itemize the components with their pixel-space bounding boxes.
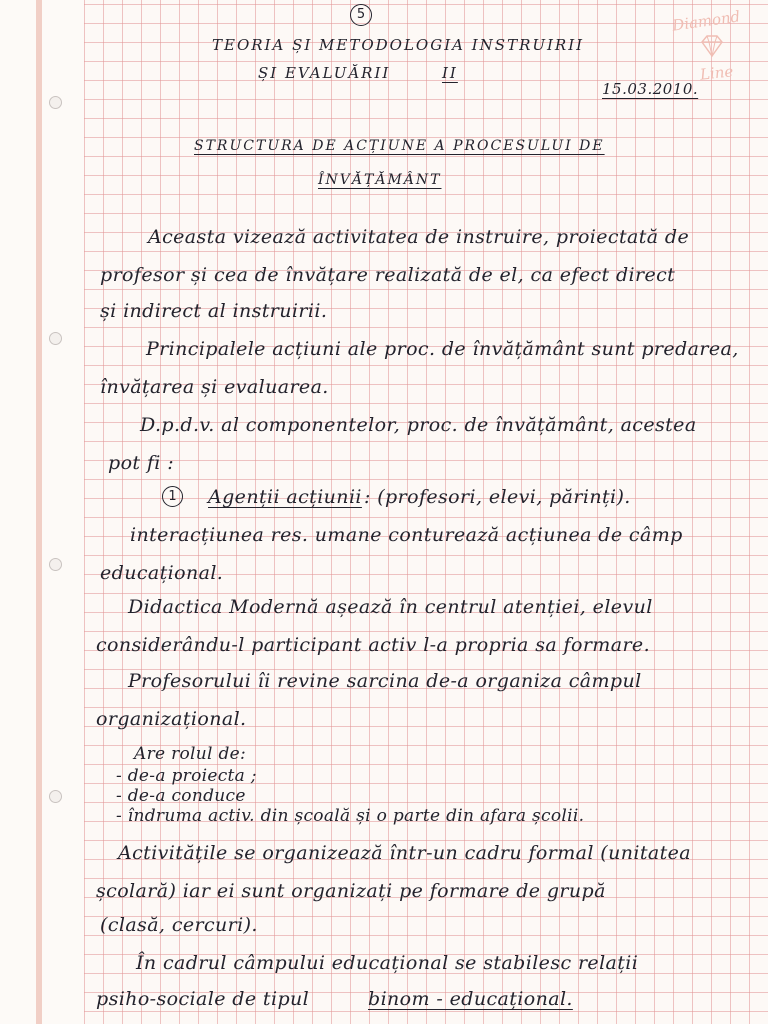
text-line: psiho-sociale de tipul	[96, 988, 310, 1010]
punch-hole	[49, 96, 62, 109]
enumeration-text: : (profesori, elevi, părinți).	[364, 486, 631, 508]
punch-hole	[49, 558, 62, 571]
role-item: - de-a conduce	[116, 786, 246, 806]
text-line: educațional.	[100, 562, 224, 584]
text-line: (clasă, cercuri).	[100, 914, 258, 936]
course-title-line-2: ȘI EVALUĂRII	[258, 64, 391, 82]
lecture-date: 15.03.2010.	[602, 80, 699, 98]
text-line: și indirect al instruirii.	[100, 300, 328, 322]
text-line: învățarea și evaluarea.	[100, 376, 329, 398]
underlined-term: binom - educațional.	[368, 988, 573, 1010]
diamond-icon	[698, 34, 726, 58]
margin-line	[36, 0, 42, 1024]
page-left-margin	[0, 0, 84, 1024]
text-line: D.p.d.v. al componentelor, proc. de învățământ, acestea	[140, 414, 697, 436]
role-intro: Are rolul de:	[134, 744, 247, 764]
section-title-line-2: ÎNVĂȚĂMÂNT	[318, 172, 442, 188]
text-line: considerându-l participant activ l-a propria sa formare.	[96, 634, 651, 656]
enumeration-label: Agenții acțiunii	[208, 486, 362, 508]
course-part-number: II	[442, 64, 458, 82]
enumeration-number: 1	[162, 486, 183, 507]
brand-stamp	[664, 8, 760, 88]
text-line: profesor și cea de învățare realizată de el, ca efect direct	[100, 264, 676, 286]
role-item: - de-a proiecta ;	[116, 766, 257, 786]
text-line: pot fi :	[108, 452, 175, 474]
stamp-line-2: Line	[699, 62, 735, 84]
role-item: - îndruma activ. din școală și o parte din afara școlii.	[116, 806, 585, 826]
stamp-line-1: Diamond	[671, 7, 742, 35]
text-line: Principalele acțiuni ale proc. de învățământ sunt predarea,	[146, 338, 739, 360]
page-number: 5	[350, 4, 372, 26]
text-line: Didactica Modernă așează în centrul atenției, elevul	[128, 596, 653, 618]
text-line: organizațional.	[96, 708, 247, 730]
section-title-line-1: STRUCTURA DE ACȚIUNE A PROCESULUI DE	[194, 138, 605, 154]
punch-hole	[49, 332, 62, 345]
course-title-line-1: TEORIA ȘI METODOLOGIA INSTRUIRII	[212, 36, 585, 54]
text-line: Profesorului îi revine sarcina de-a organiza câmpul	[128, 670, 642, 692]
punch-hole	[49, 790, 62, 803]
text-line: Activitățile se organizează într-un cadru formal (unitatea	[118, 842, 692, 864]
text-line: școlară) iar ei sunt organizați pe formare de grupă	[96, 880, 606, 902]
text-line: În cadrul câmpului educațional se stabilesc relații	[136, 952, 639, 974]
text-line: interacțiunea res. umane conturează acțiunea de câmp	[130, 524, 683, 546]
text-line: Aceasta vizează activitatea de instruire, proiectată de	[148, 226, 690, 248]
